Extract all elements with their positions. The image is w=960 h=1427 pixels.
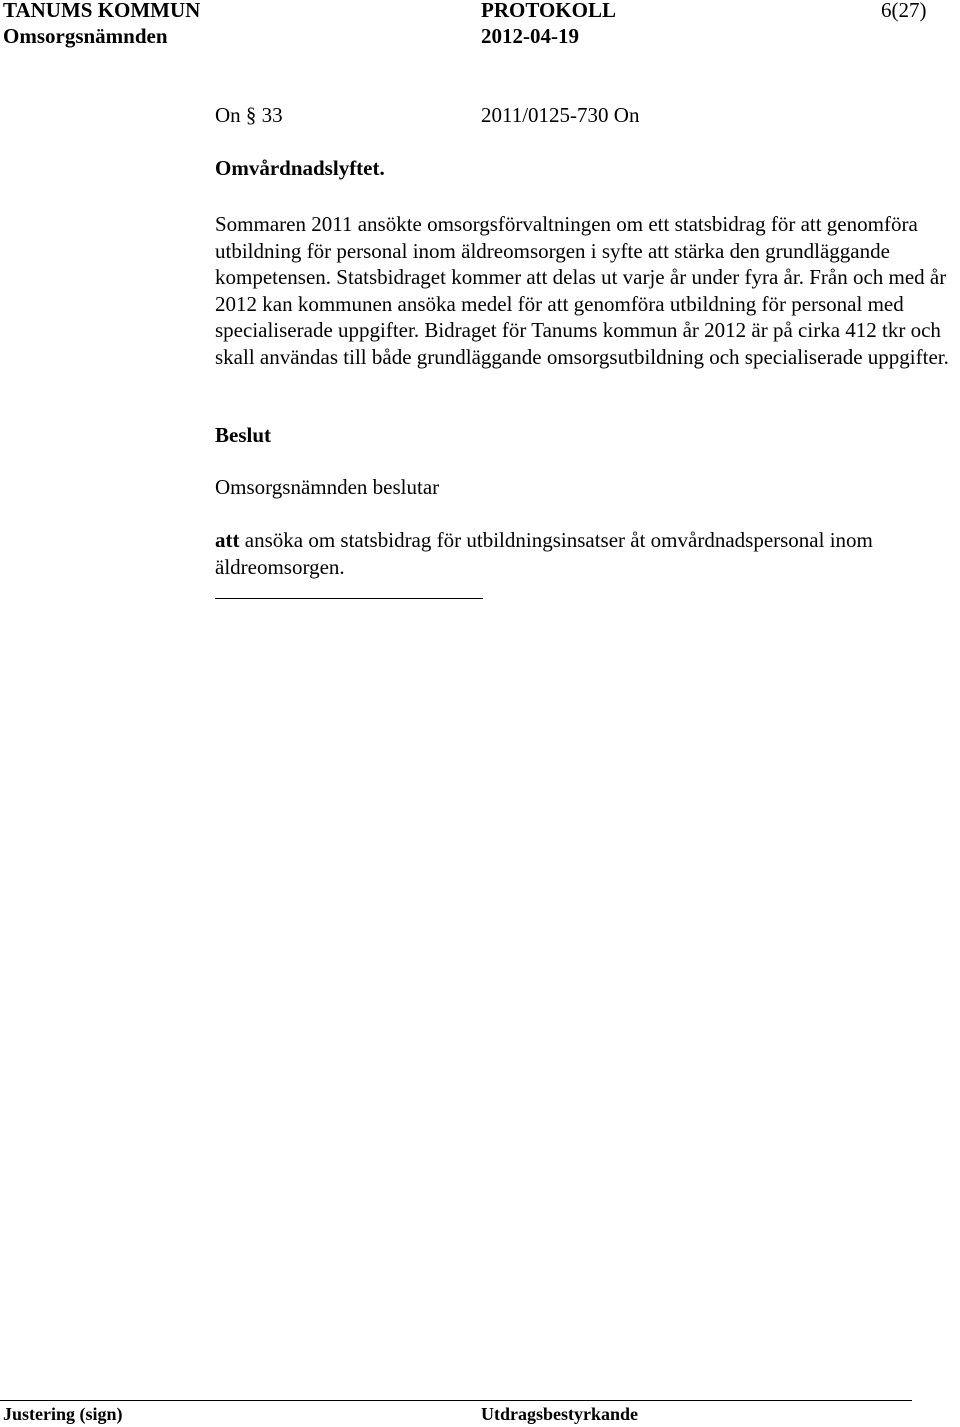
end-rule — [215, 598, 483, 599]
meeting-date: 2012-04-19 — [481, 24, 579, 48]
footer-signature-line — [0, 1400, 912, 1401]
decision-text — [215, 527, 960, 580]
item-number: On § 33 — [215, 103, 283, 127]
body-paragraph: Sommaren 2011 ansökte omsorgsförvaltningen om ett statsbidrag för att genomföra utbildning för personal inom äldreomsorgen i syfte att stärka den grundläggande kompetensen. Statsbidraget kommer att delas ut varje år under fyra år. Från och med år 2012 kan kommunen ansöka medel för att genomföra utbildning för personal med specialiserade uppgifter. Bidraget för Tanums kommun år 2012 är på cirka 412 tkr och skall användas till både grundläggande omsorgsutbildning och specialiserade uppgifter. — [215, 212, 949, 369]
item-title: Omvårdnadslyftet. — [215, 156, 385, 180]
decision-intro: Omsorgsnämnden beslutar — [215, 475, 440, 499]
committee-name: Omsorgsnämnden — [3, 24, 168, 48]
decision-heading: Beslut — [215, 423, 272, 447]
decision-body: ansöka om statsbidrag för utbildningsinsatser åt omvårdnadspersonal inom äldreomsorgen. — [215, 528, 873, 579]
document-type: PROTOKOLL — [481, 0, 616, 22]
justering-label: Justering (sign) — [3, 1404, 123, 1424]
decision-keyword: att — [215, 528, 240, 552]
utdragsbestyrkande-label: Utdragsbestyrkande — [481, 1404, 639, 1424]
item-reference: 2011/0125-730 On — [481, 103, 640, 127]
page-number: 6(27) — [881, 0, 927, 22]
municipality-name: TANUMS KOMMUN — [3, 0, 201, 22]
